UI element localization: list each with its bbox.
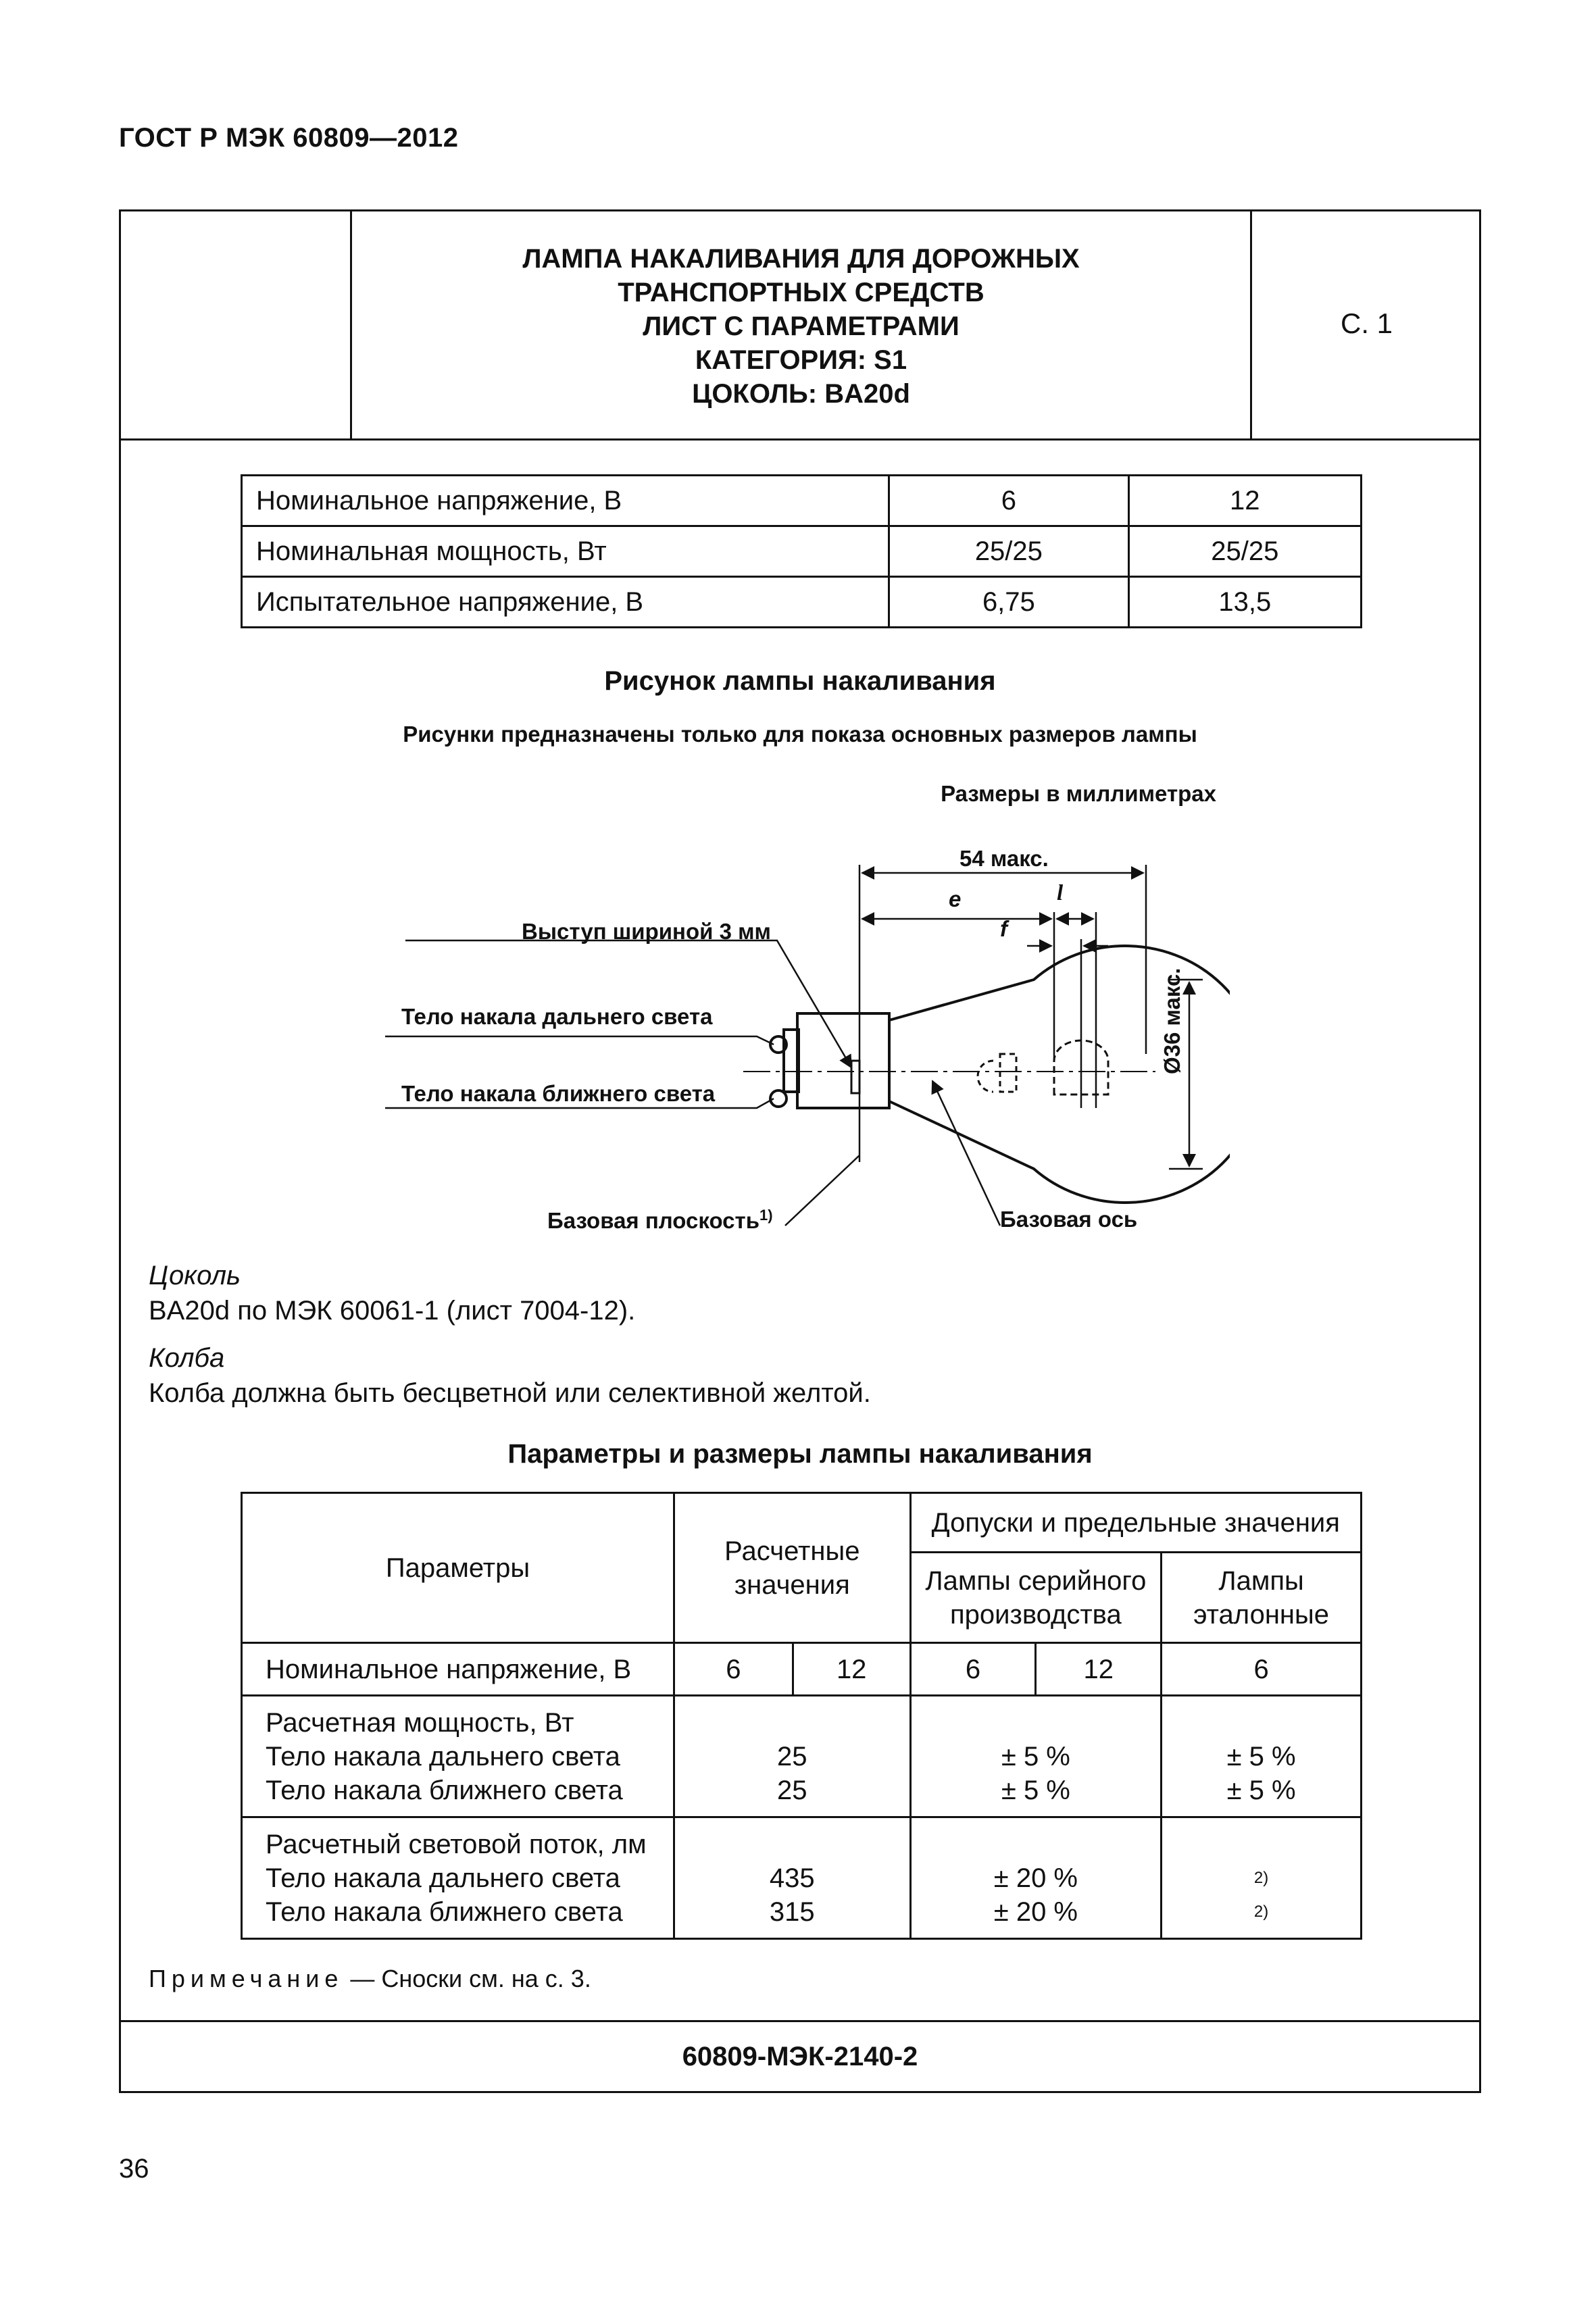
flux-standard: 2) 2) [1162,1817,1362,1939]
sheet-code: 60809-МЭК-2140-2 [682,2042,918,2071]
rated-6v: 6 [674,1643,793,1696]
table-row [242,1643,1362,1696]
params-table [241,1492,1362,1940]
footer-divider [119,2020,1481,2022]
voltage-label: Номинальное напряжение, В [242,1643,674,1696]
dim-diameter: Ø36 макс. [1159,967,1184,1074]
value-6v: 6 [889,476,1128,526]
cap-text: BA20d по МЭК 60061-1 (лист 7004-12). [149,1296,636,1326]
title-line: КАТЕГОРИЯ: S1 [695,345,907,375]
header-standard: Лампы эталонные [1162,1553,1362,1643]
dim-f: f [1000,916,1007,941]
sheet-page-number: С. 1 [1340,307,1393,339]
row-label: Номинальное напряжение, В [242,476,889,526]
title-line: ЛАМПА НАКАЛИВАНИЯ ДЛЯ ДОРОЖНЫХ [522,244,1080,274]
flux-rated: 435 315 [674,1817,911,1939]
rated-12v: 12 [793,1643,910,1696]
power-standard: ± 5 % ± 5 % [1162,1696,1362,1817]
value-6v: 25/25 [889,526,1128,577]
row-label: Номинальная мощность, Вт [242,526,889,577]
row-label: Испытательное напряжение, В [242,577,889,628]
header-tolerances: Допуски и предельные значения [910,1493,1361,1553]
title-line: ЦОКОЛЬ: BA20d [692,379,910,409]
page-number: 36 [119,2154,149,2184]
bulb-text: Колба должна быть бесцветной или селективной желтой. [149,1378,871,1408]
header-rated: Расчетные значения [674,1493,911,1643]
header-params: Параметры [242,1493,674,1643]
dim-l: l [1057,881,1064,905]
table-row [242,1696,1362,1817]
power-rated: 25 25 [674,1696,911,1817]
standard-6v: 6 [1162,1643,1362,1696]
table-row [242,577,1362,628]
figure-title: Рисунок лампы накаливания [604,666,996,696]
cap-heading: Цоколь [149,1261,241,1290]
dim-e: e [949,886,962,911]
power-production: ± 5 % ± 5 % [910,1696,1162,1817]
rating-table [241,474,1362,628]
lamp-drawing [378,838,1230,1257]
sheet-title [352,242,1250,411]
value-6v: 6,75 [889,577,1128,628]
bulb-heading: Колба [149,1343,225,1373]
table-row [242,526,1362,577]
table-row [242,1493,1362,1553]
header-production: Лампы серийного производства [910,1553,1162,1643]
figure-note: Рисунки предназначены только для показа основных размеров лампы [403,722,1197,747]
note [149,1965,591,1993]
label-reference-plane: Базовая плоскость$^{1)}$ [547,1207,773,1233]
cap-shape [797,1013,889,1108]
value-12v: 25/25 [1128,526,1361,577]
label-lug: Выступ шириной 3 мм [522,919,771,944]
document-header: ГОСТ Р МЭК 60809—2012 [119,123,459,153]
flux-labels: Расчетный световой поток, лм Тело накала дальнего света Тело накала ближнего света [242,1817,674,1939]
title-line: ЛИСТ С ПАРАМЕТРАМИ [643,311,959,341]
table-row [242,476,1362,526]
units-note: Размеры в миллиметрах [941,781,1216,806]
production-12v: 12 [1036,1643,1162,1696]
note-text: — Сноски см. на с. 3. [343,1965,591,1992]
title-line: ТРАНСПОРТНЫХ СРЕДСТВ [618,278,984,307]
label-main-filament: Тело накала дальнего света [401,1004,713,1029]
label-dipped-filament: Тело накала ближнего света [401,1081,716,1106]
note-prefix: Примечание [149,1965,344,1992]
label-reference-axis: Базовая ось [1000,1207,1138,1232]
dim-max-length: 54 макс. [959,846,1049,871]
production-6v: 6 [910,1643,1036,1696]
table-row [242,1817,1362,1939]
value-12v: 13,5 [1128,577,1361,628]
value-12v: 12 [1128,476,1361,526]
flux-production: ± 20 % ± 20 % [910,1817,1162,1939]
power-labels: Расчетная мощность, Вт Тело накала дальнего света Тело накала ближнего света [242,1696,674,1817]
params-table-title: Параметры и размеры лампы накаливания [507,1439,1093,1469]
